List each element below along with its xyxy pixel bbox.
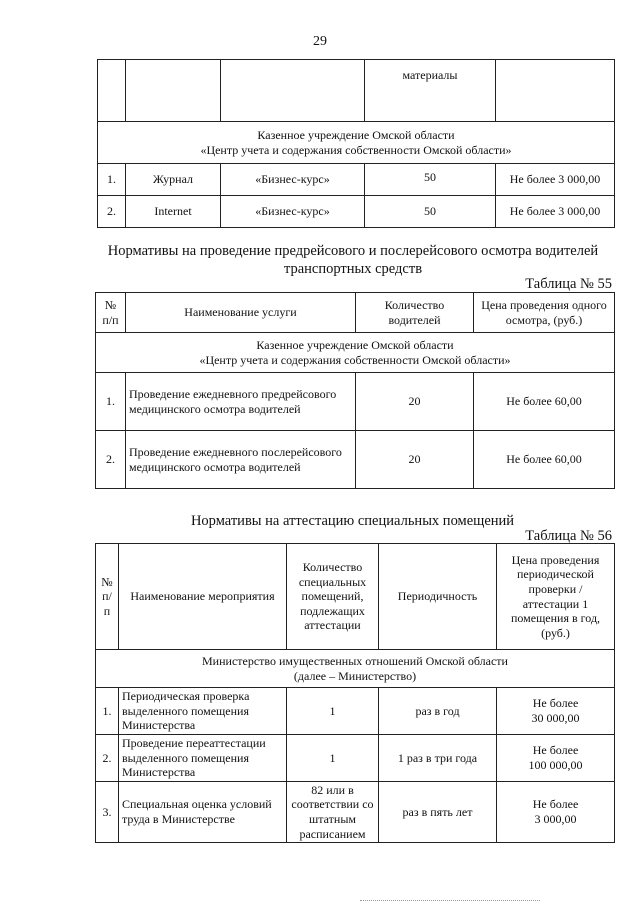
section-56-title: Нормативы на аттестацию специальных помещений (190, 513, 515, 529)
price-line2: 100 000,00 (528, 757, 583, 772)
page-number: 29 (313, 34, 327, 49)
quantity: 20 (356, 373, 474, 431)
row-number: 3. (96, 781, 119, 843)
group-title-line2: (далее – Министерство) (293, 668, 417, 683)
price (497, 734, 615, 781)
price-line2: 30 000,00 (531, 710, 580, 725)
header-name: Наименование мероприятия (119, 544, 287, 650)
header-num: № п/п (96, 293, 126, 333)
table-group-row (98, 122, 615, 164)
header-price: Цена проведения одного осмотра, (руб.) (474, 293, 615, 333)
table-header-row (96, 293, 615, 333)
table-cell (496, 60, 615, 122)
row-number: 1. (98, 164, 126, 196)
group-title-line2: «Центр учета и содержания собственности Омской области» (200, 142, 512, 157)
service-name: Проведение ежедневного послерейсового медицинского осмотра водителей (126, 431, 356, 489)
publisher: «Бизнес-курс» (221, 164, 365, 196)
price: Не более 60,00 (474, 373, 615, 431)
group-title-line2: «Центр учета и содержания собственности Омской области» (199, 352, 511, 367)
table-cell (221, 60, 365, 122)
row-number: 2. (96, 734, 119, 781)
header-price: Цена проведения периодической проверки / аттестации 1 помещения в год, (руб.) (497, 544, 615, 650)
row-number: 1. (96, 373, 126, 431)
periodicity: раз в год (379, 688, 497, 735)
table-row (96, 373, 615, 431)
table-row (96, 688, 615, 735)
header-qty: Количество специальных помещений, подлежащих аттестации (287, 544, 379, 650)
header-qty: Количество водителей (356, 293, 474, 333)
row-number: 2. (96, 431, 126, 489)
quantity: 50 (365, 164, 496, 196)
activity-name: Периодическая проверка выделенного помещения Министерства (119, 688, 287, 735)
quantity: 1 (287, 734, 379, 781)
group-title (98, 122, 615, 164)
quantity: 50 (365, 196, 496, 228)
table-group-row (96, 650, 615, 688)
publisher: «Бизнес-курс» (221, 196, 365, 228)
table-cell (98, 60, 126, 122)
item-name: Internet (126, 196, 221, 228)
group-title-line1: Казенное учреждение Омской области (256, 337, 454, 352)
table-row (98, 60, 615, 122)
periodicity: 1 раз в три года (379, 734, 497, 781)
quantity: 20 (356, 431, 474, 489)
quantity: 82 или в соответствии со штатным расписанием (287, 781, 379, 843)
header-num: № п/п (96, 544, 119, 650)
group-title-line1: Казенное учреждение Омской области (257, 127, 455, 142)
price: Не более 60,00 (474, 431, 615, 489)
price: Не более 3 000,00 (496, 196, 615, 228)
table-row (96, 781, 615, 843)
header-period: Периодичность (379, 544, 497, 650)
row-number: 2. (98, 196, 126, 228)
table-54-continued (97, 59, 615, 228)
table-row (98, 164, 615, 196)
activity-name: Специальная оценка условий труда в Министерстве (119, 781, 287, 843)
table-56 (95, 543, 615, 843)
periodicity: раз в пять лет (379, 781, 497, 843)
table-row (96, 431, 615, 489)
item-name: Журнал (126, 164, 221, 196)
table-cell (126, 60, 221, 122)
row-number: 1. (96, 688, 119, 735)
price-line1: Не более (532, 696, 579, 711)
price-line2: 3 000,00 (534, 812, 577, 826)
footer-dotted-line (360, 900, 540, 902)
price (497, 688, 615, 735)
table-header-row (96, 544, 615, 650)
table-56-label: Таблица № 56 (525, 528, 612, 544)
table-group-row (96, 333, 615, 373)
table-row (98, 196, 615, 228)
price-line1: Не более (532, 743, 579, 758)
group-title (96, 333, 615, 373)
section-55-title (88, 242, 618, 278)
service-name: Проведение ежедневного предрейсового медицинского осмотра водителей (126, 373, 356, 431)
price-line1: Не более (532, 797, 579, 812)
table-55-label: Таблица № 55 (525, 276, 612, 292)
group-title (96, 650, 615, 688)
table-55 (95, 292, 615, 489)
table-row (96, 734, 615, 781)
header-name: Наименование услуги (126, 293, 356, 333)
section-55-title-line1: Нормативы на проведение предрейсового и послерейсового осмотра водителей (107, 243, 599, 259)
group-title-line1: Министерство имущественных отношений Омской области (202, 653, 508, 668)
table-cell: материалы (365, 60, 496, 122)
price (497, 781, 615, 843)
quantity: 1 (287, 688, 379, 735)
section-55-title-line2: транспортных средств (283, 261, 423, 278)
price: Не более 3 000,00 (496, 164, 615, 196)
activity-name: Проведение переаттестации выделенного помещения Министерства (119, 734, 287, 781)
